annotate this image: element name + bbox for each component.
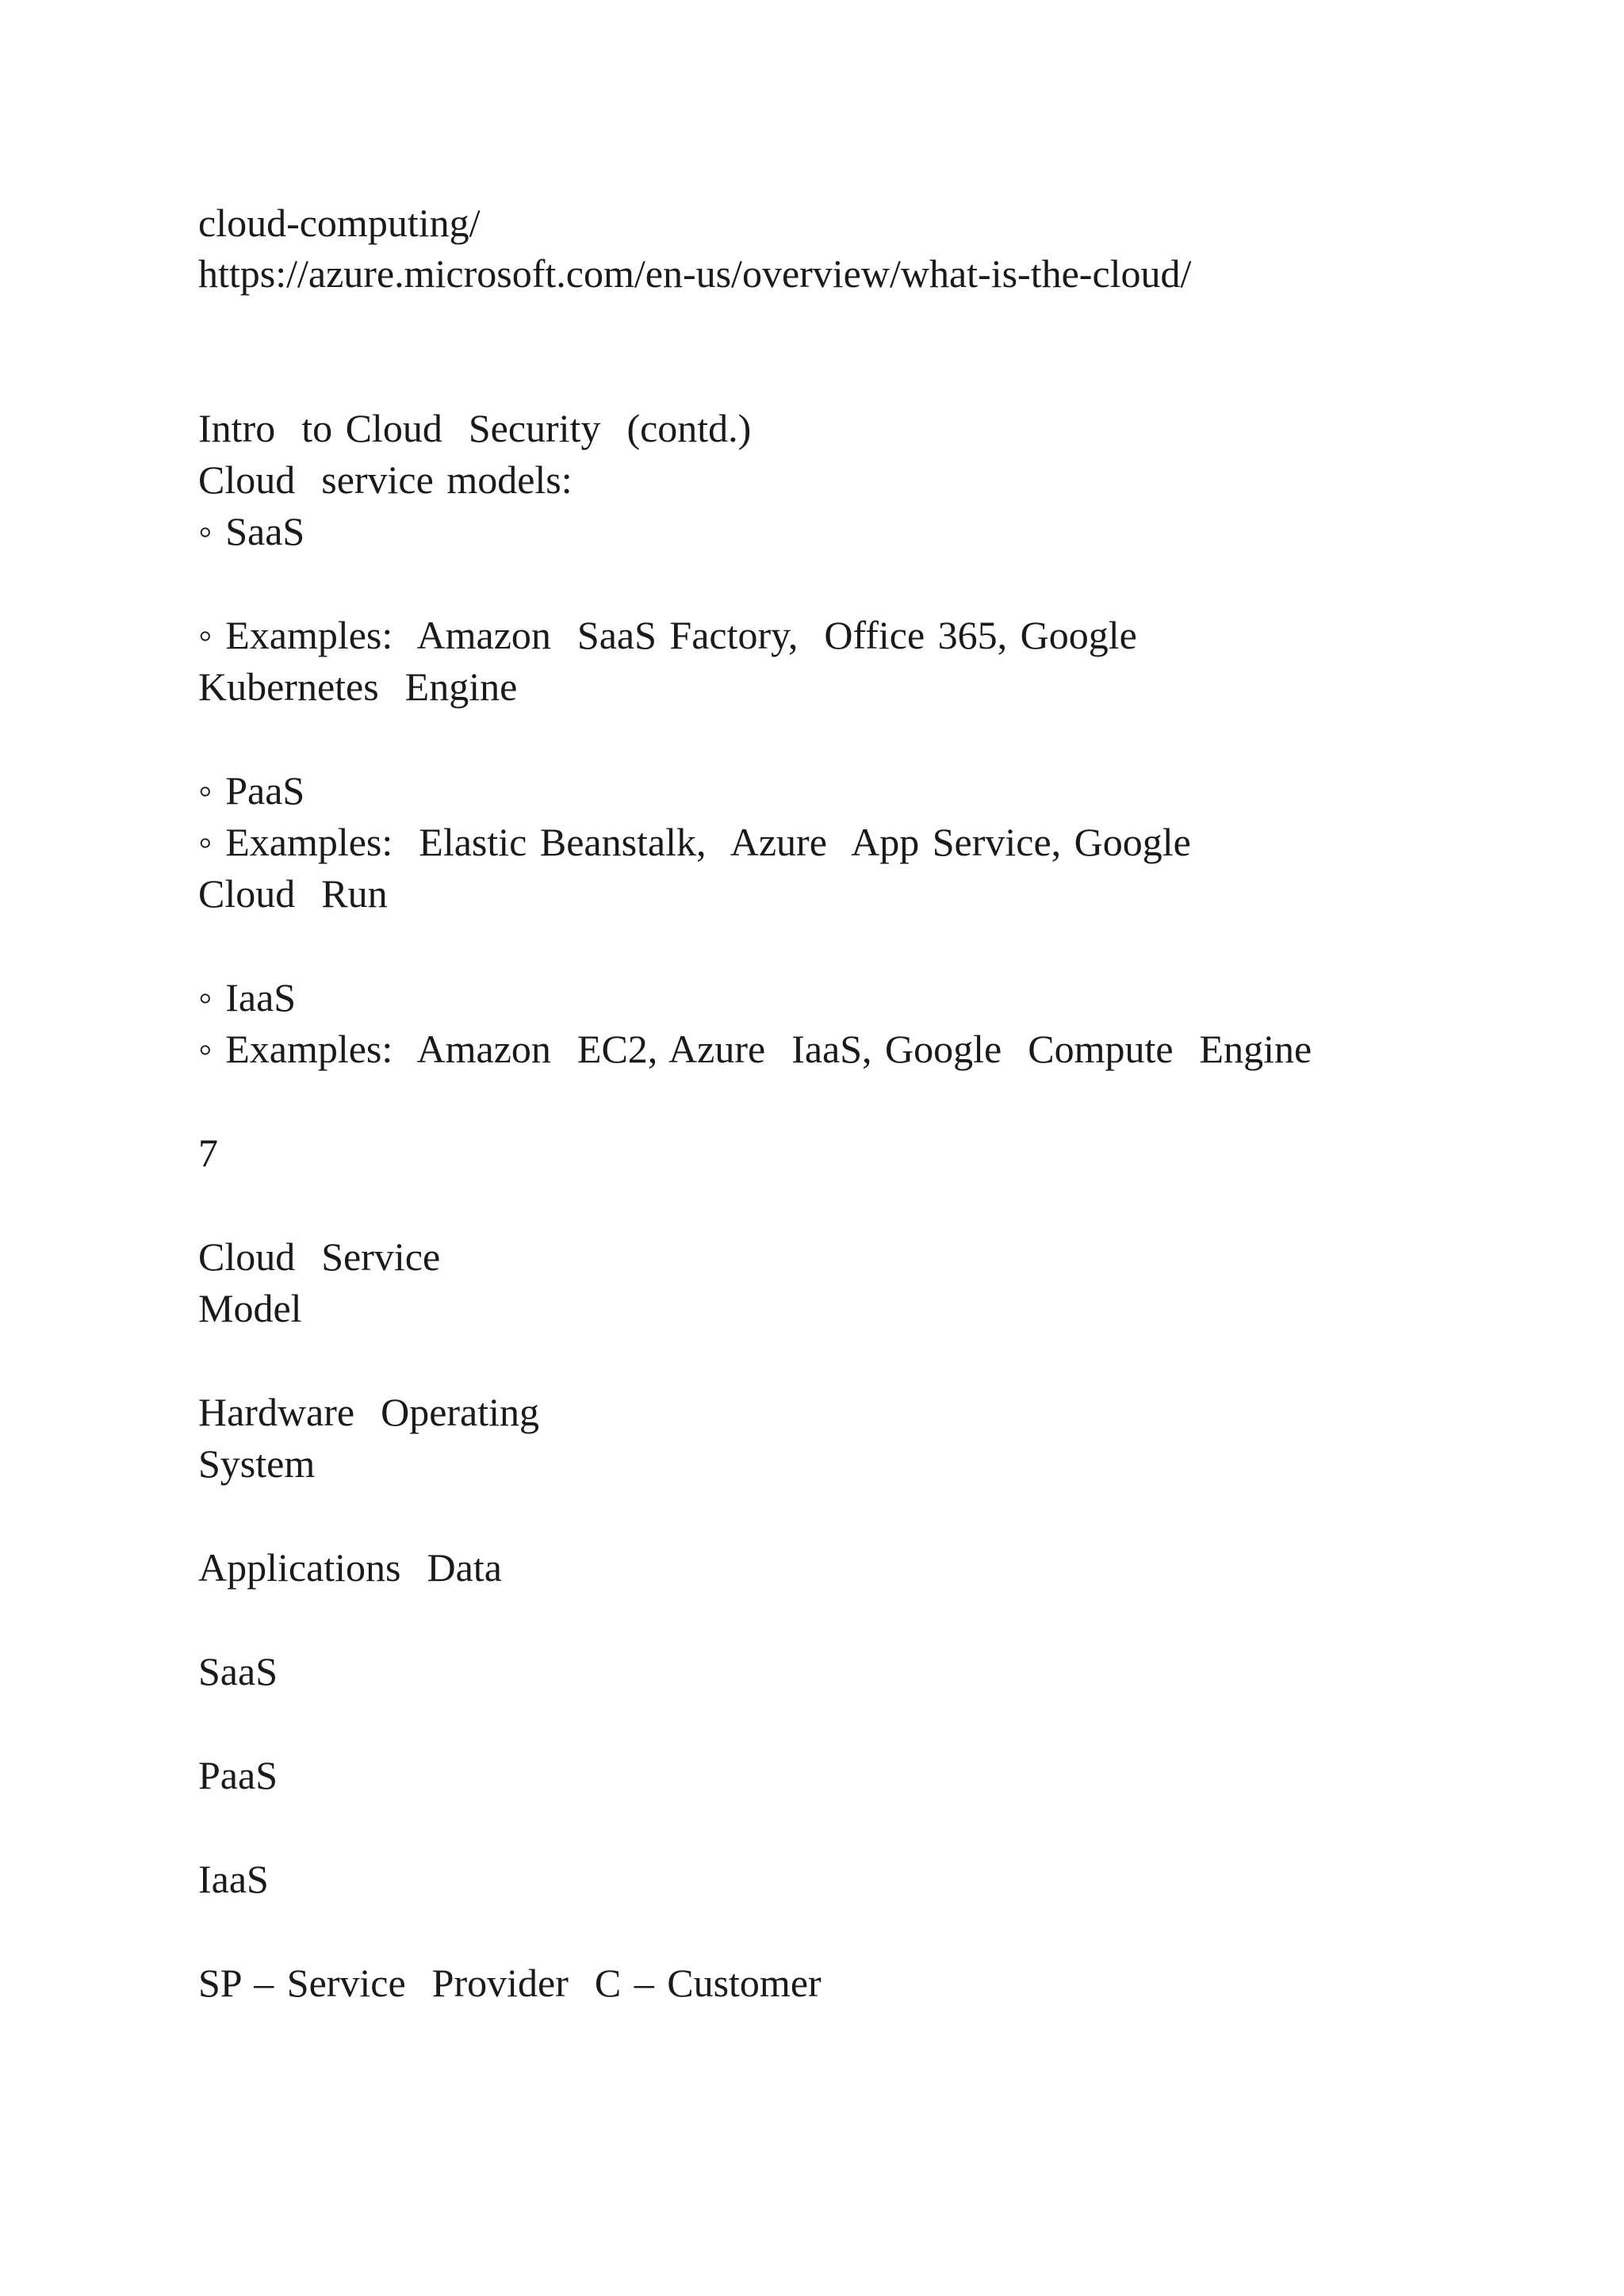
slide-subtitle: Cloud service models: (198, 457, 573, 502)
table-header-model-line-2: Model (198, 1286, 302, 1330)
iaas-examples-line: ◦ Examples: Amazon EC2, Azure IaaS, Google Compute Engine (198, 1027, 1312, 1071)
slide-title: Intro to Cloud Security (contd.) (198, 406, 752, 450)
table-header-applications: Applications Data (198, 1545, 502, 1590)
saas-examples-line-2: Kubernetes Engine (198, 664, 518, 709)
table-header-model-line-1: Cloud Service (198, 1234, 441, 1279)
bullet-iaas: ◦ IaaS (198, 975, 297, 1020)
page-number: 7 (198, 1131, 218, 1175)
reference-url-part-2: https://azure.microsoft.com/en-us/overview/what-is-the-cloud/ (198, 251, 1192, 296)
saas-examples-line-1: ◦ Examples: Amazon SaaS Factory, Office 365, Google (198, 613, 1137, 657)
table-header-hardware-line-2: System (198, 1441, 316, 1486)
table-row-paas: PaaS (198, 1753, 278, 1797)
bullet-paas: ◦ PaaS (198, 768, 305, 813)
paas-examples-line-1: ◦ Examples: Elastic Beanstalk, Azure App Service, Google (198, 820, 1191, 864)
table-legend: SP – Service Provider C – Customer (198, 1961, 822, 2005)
table-row-saas: SaaS (198, 1649, 278, 1693)
paas-examples-line-2: Cloud Run (198, 871, 388, 916)
table-header-hardware-line-1: Hardware Operating (198, 1390, 540, 1434)
reference-url-part-1: cloud-computing/ (198, 201, 481, 245)
bullet-saas: ◦ SaaS (198, 509, 305, 553)
table-row-iaas: IaaS (198, 1857, 269, 1901)
